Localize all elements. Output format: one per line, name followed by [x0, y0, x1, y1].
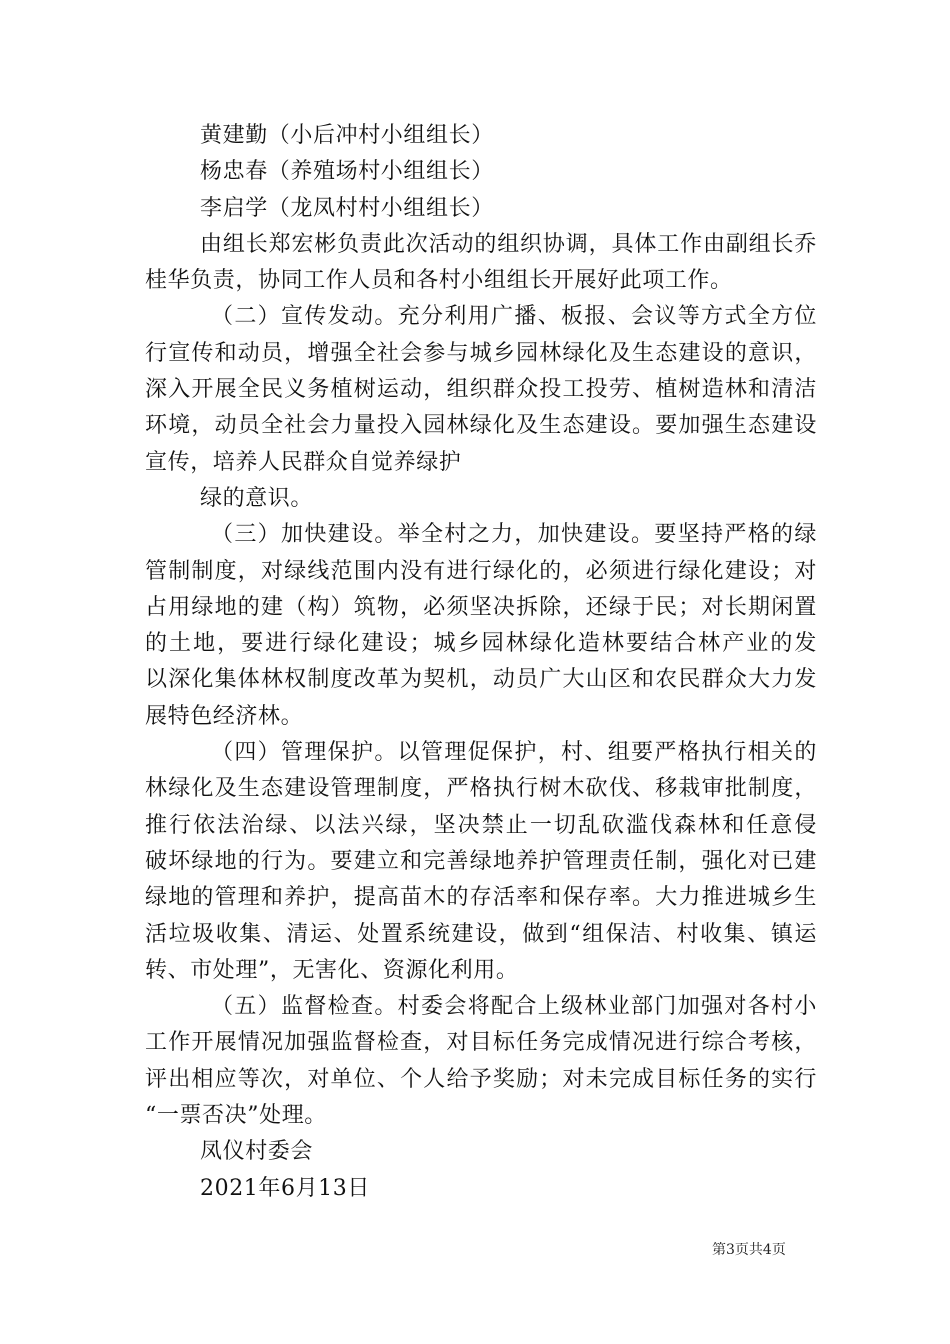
paragraph-line: 深入开展全民义务植树运动，组织群众投工投劳、植树造林和清洁	[145, 377, 817, 403]
signature-date: 2021年6月13日	[200, 1175, 370, 1201]
section-heading-management: （四）管理保护。以管理促保护，村、组要严格执行相关的	[211, 740, 817, 766]
section-heading-supervision: （五）监督检查。村委会将配合上级林业部门加强对各村小	[211, 994, 817, 1020]
paragraph-line: 转、市处理”，无害化、资源化利用。	[145, 957, 519, 983]
paragraph-line: 行宣传和动员，增强全社会参与城乡园林绿化及生态建设的意识，	[145, 340, 817, 366]
paragraph-line: 由组长郑宏彬负责此次活动的组织协调，具体工作由副组长乔	[200, 231, 817, 257]
member-line-li: 李启学（龙凤村村小组组长）	[200, 195, 494, 221]
paragraph-line: 以深化集体林权制度改革为契机，动员广大山区和农民群众大力发	[145, 667, 817, 693]
paragraph-line: 推行依法治绿、以法兴绿，坚决禁止一切乱砍滥伐森林和任意侵	[145, 812, 817, 838]
paragraph-line: 环境，动员全社会力量投入园林绿化及生态建设。要加强生态建设	[145, 413, 817, 439]
document-body	[145, 118, 817, 1207]
paragraph-line: 活垃圾收集、清运、处置系统建设，做到“组保洁、村收集、镇运	[145, 921, 817, 947]
paragraph-line: 破坏绿地的行为。要建立和完善绿地养护管理责任制，强化对已建	[145, 848, 817, 874]
paragraph-line: 绿地的管理和养护，提高苗木的存活率和保存率。大力推进城乡生	[145, 885, 817, 911]
paragraph-line: 管制制度，对绿线范围内没有进行绿化的，必须进行绿化建设；对	[145, 558, 817, 584]
page-number-footer: 第3页共4页	[712, 1242, 786, 1258]
paragraph-line: 占用绿地的建（构）筑物，必须坚决拆除，还绿于民；对长期闲置	[145, 594, 817, 620]
section-heading-construction: （三）加快建设。举全村之力，加快建设。要坚持严格的绿	[211, 522, 817, 548]
paragraph-line: 宣传，培养人民群众自觉养绿护	[145, 449, 462, 475]
section-heading-publicity: （二）宣传发动。充分利用广播、板报、会议等方式全方位	[211, 304, 817, 330]
paragraph-line: 展特色经济林。	[145, 703, 304, 729]
paragraph-line: 林绿化及生态建设管理制度，严格执行树木砍伐、移栽审批制度，	[145, 776, 817, 802]
paragraph-line: 桂华负责，协同工作人员和各村小组组长开展好此项工作。	[145, 268, 733, 294]
paragraph-line: 工作开展情况加强监督检查，对目标任务完成情况进行综合考核，	[145, 1030, 817, 1056]
member-line-huang: 黄建勤（小后冲村小组组长）	[200, 123, 494, 148]
paragraph-line: 绿的意识。	[200, 485, 314, 511]
member-line-yang: 杨忠春（养殖场村小组组长）	[200, 159, 494, 185]
signature-organization: 凤仪村委会	[200, 1139, 314, 1165]
paragraph-line: 的土地，要进行绿化建设；城乡园林绿化造林要结合林产业的发	[145, 631, 817, 657]
paragraph-line: 评出相应等次，对单位、个人给予奖励；对未完成目标任务的实行	[145, 1066, 817, 1092]
paragraph-line: “一票否决”处理。	[145, 1103, 327, 1129]
